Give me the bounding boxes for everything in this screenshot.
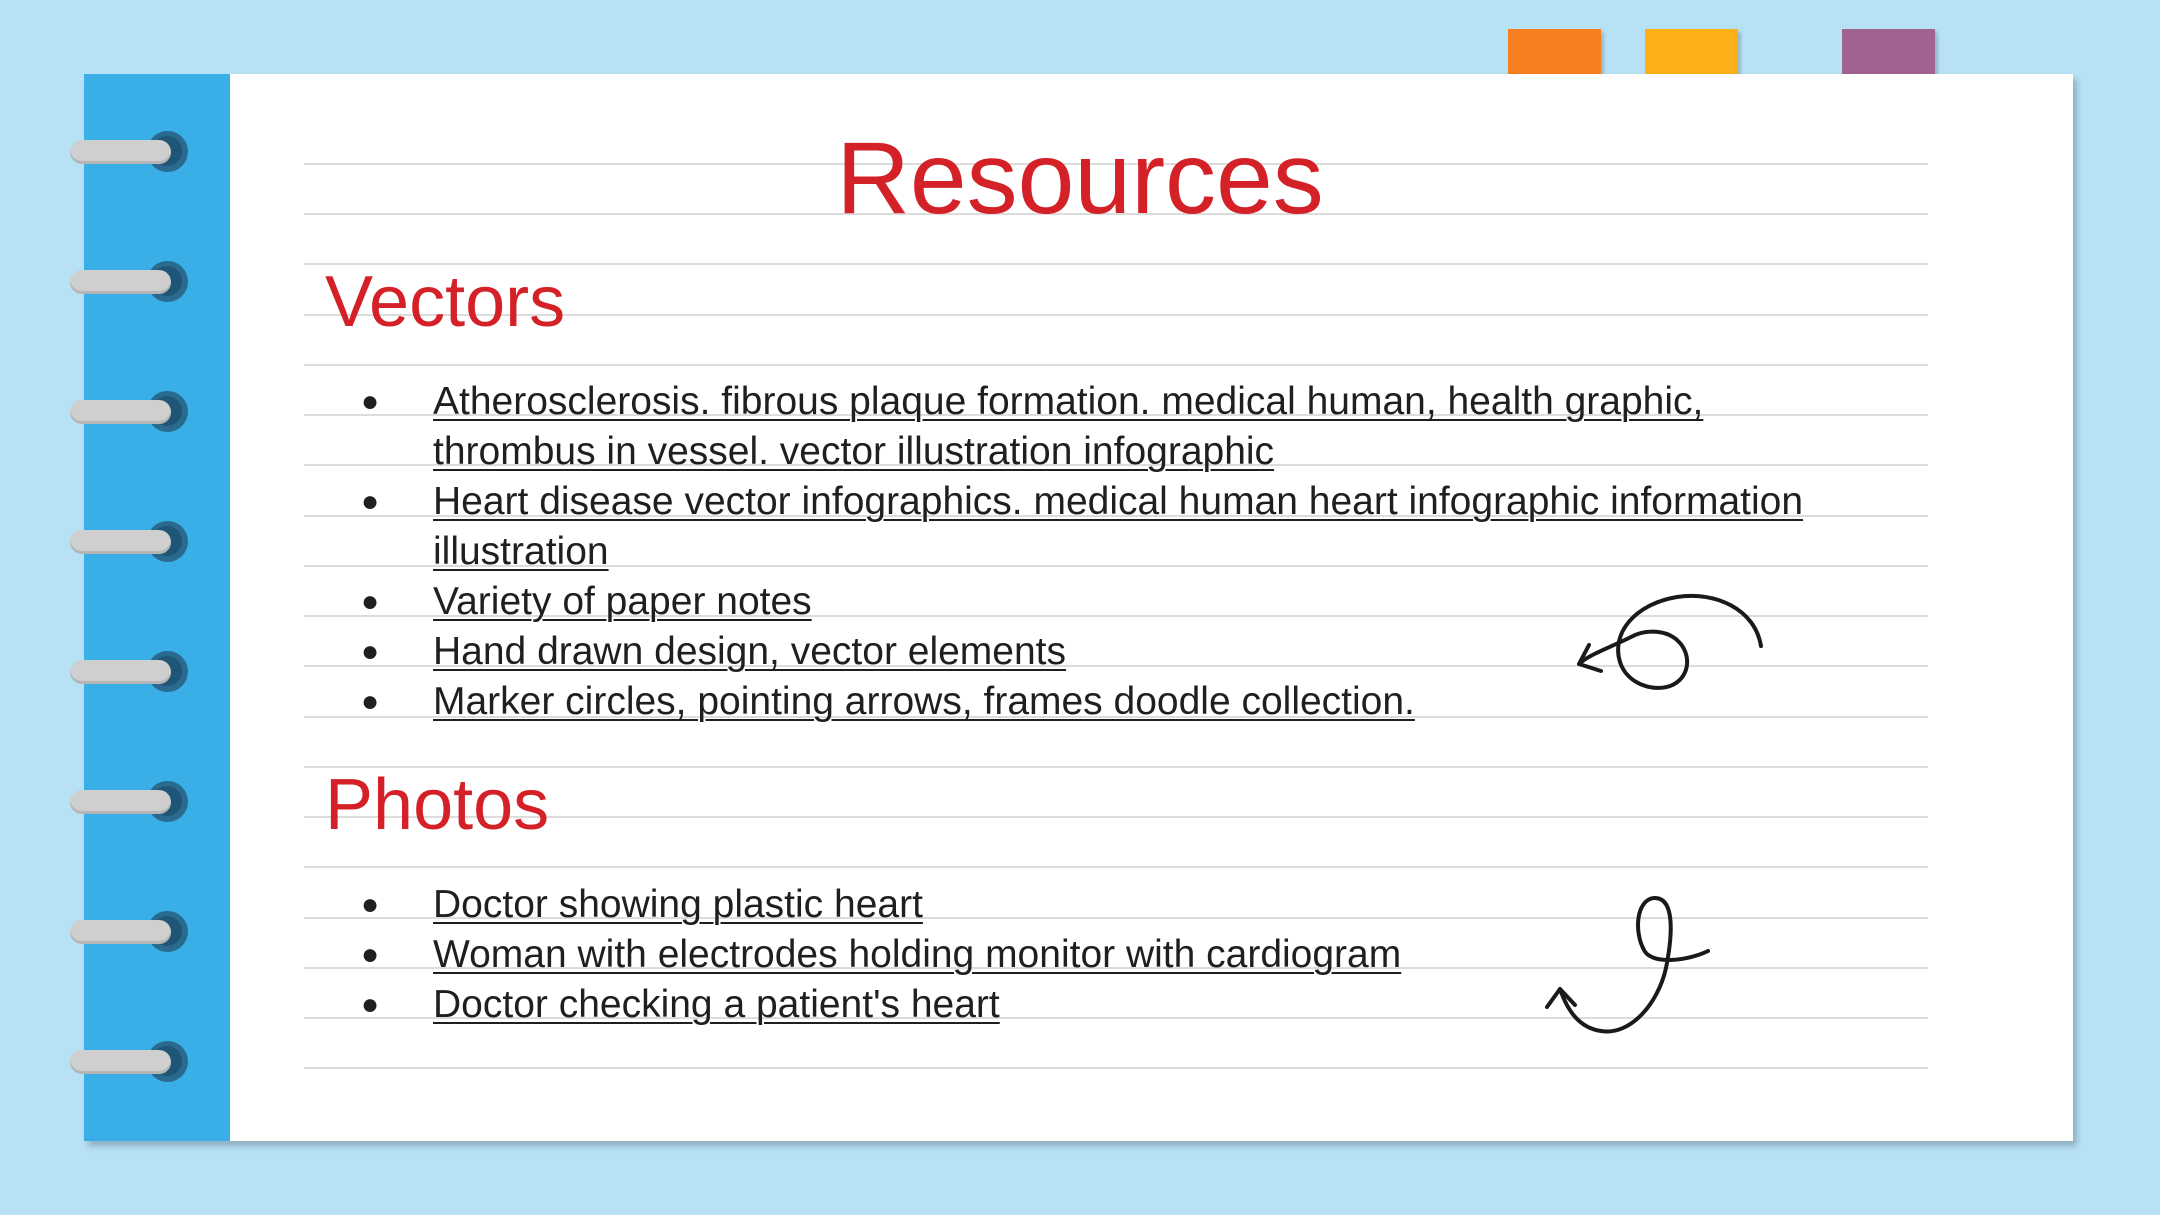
spiral-ring-icon: [70, 387, 186, 437]
bullet-icon: ●: [360, 938, 380, 971]
photos-heading: Photos: [325, 765, 550, 845]
spiral-ring-icon: [70, 647, 186, 697]
yellow-tab: [1645, 29, 1738, 75]
spiral-ring-icon: [70, 777, 186, 827]
page-title: Resources: [836, 121, 1324, 235]
bullet-icon: ●: [360, 685, 380, 718]
resource-link[interactable]: Hand drawn design, vector elements: [433, 630, 1067, 673]
bullet-icon: ●: [360, 585, 380, 618]
spiral-ring-icon: [70, 257, 186, 307]
vectors-heading: Vectors: [325, 262, 566, 342]
resource-link[interactable]: Woman with electrodes holding monitor with cardiogram: [433, 933, 1402, 976]
swirl-arrow-doodle-icon: [1530, 890, 1710, 1040]
spiral-ring-icon: [70, 907, 186, 957]
loop-arrow-doodle-icon: [1565, 585, 1780, 705]
bullet-icon: ●: [360, 385, 380, 418]
purple-tab: [1842, 29, 1935, 75]
bullet-icon: ●: [360, 888, 380, 921]
spiral-ring-icon: [70, 517, 186, 567]
orange-tab: [1508, 29, 1601, 75]
resource-link[interactable]: Marker circles, pointing arrows, frames doodle collection.: [433, 680, 1415, 723]
resource-link[interactable]: Doctor checking a patient's heart: [433, 983, 1000, 1026]
resource-link[interactable]: Doctor showing plastic heart: [433, 883, 923, 926]
bullet-icon: ●: [360, 988, 380, 1021]
spiral-ring-icon: [70, 1037, 186, 1087]
resource-link[interactable]: Atherosclerosis. fibrous plaque formation. medical human, health graphic, thrombus in vessel. vector illustration infographic: [433, 380, 1704, 473]
bullet-icon: ●: [360, 485, 380, 518]
resource-link[interactable]: Variety of paper notes: [433, 580, 812, 623]
resource-link[interactable]: Heart disease vector infographics. medical human heart infographic information illustration: [433, 480, 1804, 573]
bullet-icon: ●: [360, 635, 380, 668]
